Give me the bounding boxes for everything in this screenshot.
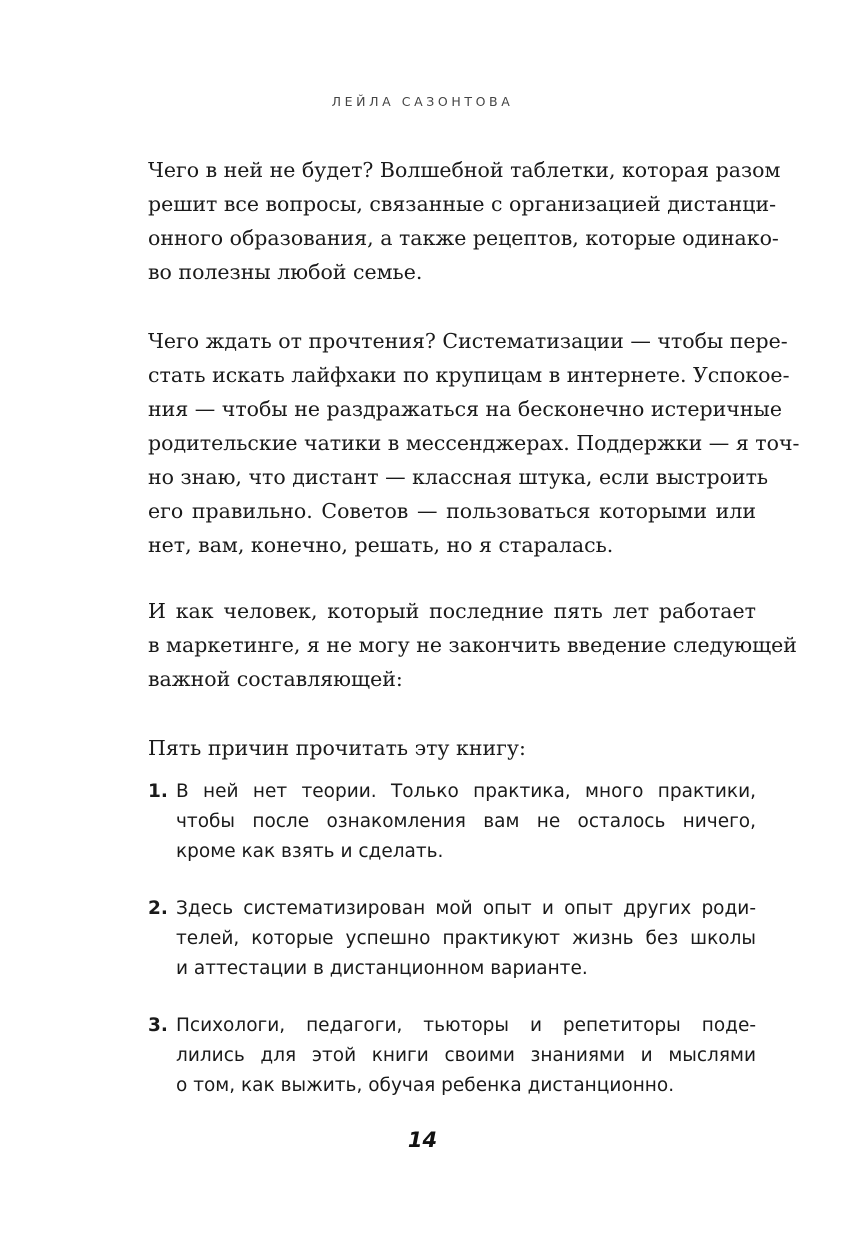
reason-3-line-3: о том, как выжить, обучая ребенка дистанционно. [176, 1075, 675, 1096]
page-number: 14 [407, 1128, 438, 1152]
reason-2-line-1: Здесь систематизирован мой опыт и опыт других роди- [176, 898, 756, 919]
reason-3-line-1: Психологи, педагоги, тьюторы и репетиторы поде- [176, 1015, 756, 1036]
reason-1-line-3: кроме как взять и сделать. [176, 841, 444, 862]
paragraph-4-line-1: Пять причин прочитать эту книгу: [148, 736, 526, 760]
running-head: ЛЕЙЛА САЗОНТОВА [331, 94, 514, 109]
reason-1-line-2: чтобы после ознакомления вам не осталось ничего, [176, 811, 756, 832]
paragraph-3-line-3: важной составляющей: [148, 667, 403, 691]
paragraph-2-line-2: стать искать лайфхаки по крупицам в интернете. Успокое- [148, 363, 790, 387]
reason-2-number: 2. [148, 898, 168, 919]
reason-2-line-3: и аттестации в дистанционном варианте. [176, 958, 588, 979]
paragraph-3-line-1: И как человек, который последние пять лет работает [148, 599, 756, 623]
reason-3-number: 3. [148, 1015, 168, 1036]
paragraph-1-line-4: во полезны любой семье. [148, 260, 423, 284]
paragraph-1-line-2: решит все вопросы, связанные с организацией дистанци- [148, 192, 777, 216]
paragraph-2-line-1: Чего ждать от прочтения? Систематизации — чтобы пере- [148, 329, 788, 353]
paragraph-1-line-3: онного образования, а также рецептов, которые одинако- [148, 226, 779, 250]
paragraph-2-line-6: его правильно. Советов — пользоваться которыми или [148, 499, 756, 523]
paragraph-2-line-7: нет, вам, конечно, решать, но я старалась. [148, 533, 614, 557]
reason-2-line-2: телей, которые успешно практикуют жизнь без школы [176, 928, 756, 949]
paragraph-2-line-3: ния — чтобы не раздражаться на бесконечно истеричные [148, 397, 782, 421]
paragraph-2-line-5: но знаю, что дистант — классная штука, если выстроить [148, 465, 769, 489]
reason-3-line-2: лились для этой книги своими знаниями и мыслями [176, 1045, 756, 1066]
reason-1-line-1: В ней нет теории. Только практика, много практики, [176, 781, 756, 802]
paragraph-3-line-2: в маркетинге, я не могу не закончить введение следующей [148, 633, 797, 657]
reason-1-number: 1. [148, 781, 168, 802]
paragraph-1-line-1: Чего в ней не будет? Волшебной таблетки, которая разом [148, 158, 781, 182]
paragraph-2-line-4: родительские чатики в мессенджерах. Поддержки — я точ- [148, 431, 800, 455]
